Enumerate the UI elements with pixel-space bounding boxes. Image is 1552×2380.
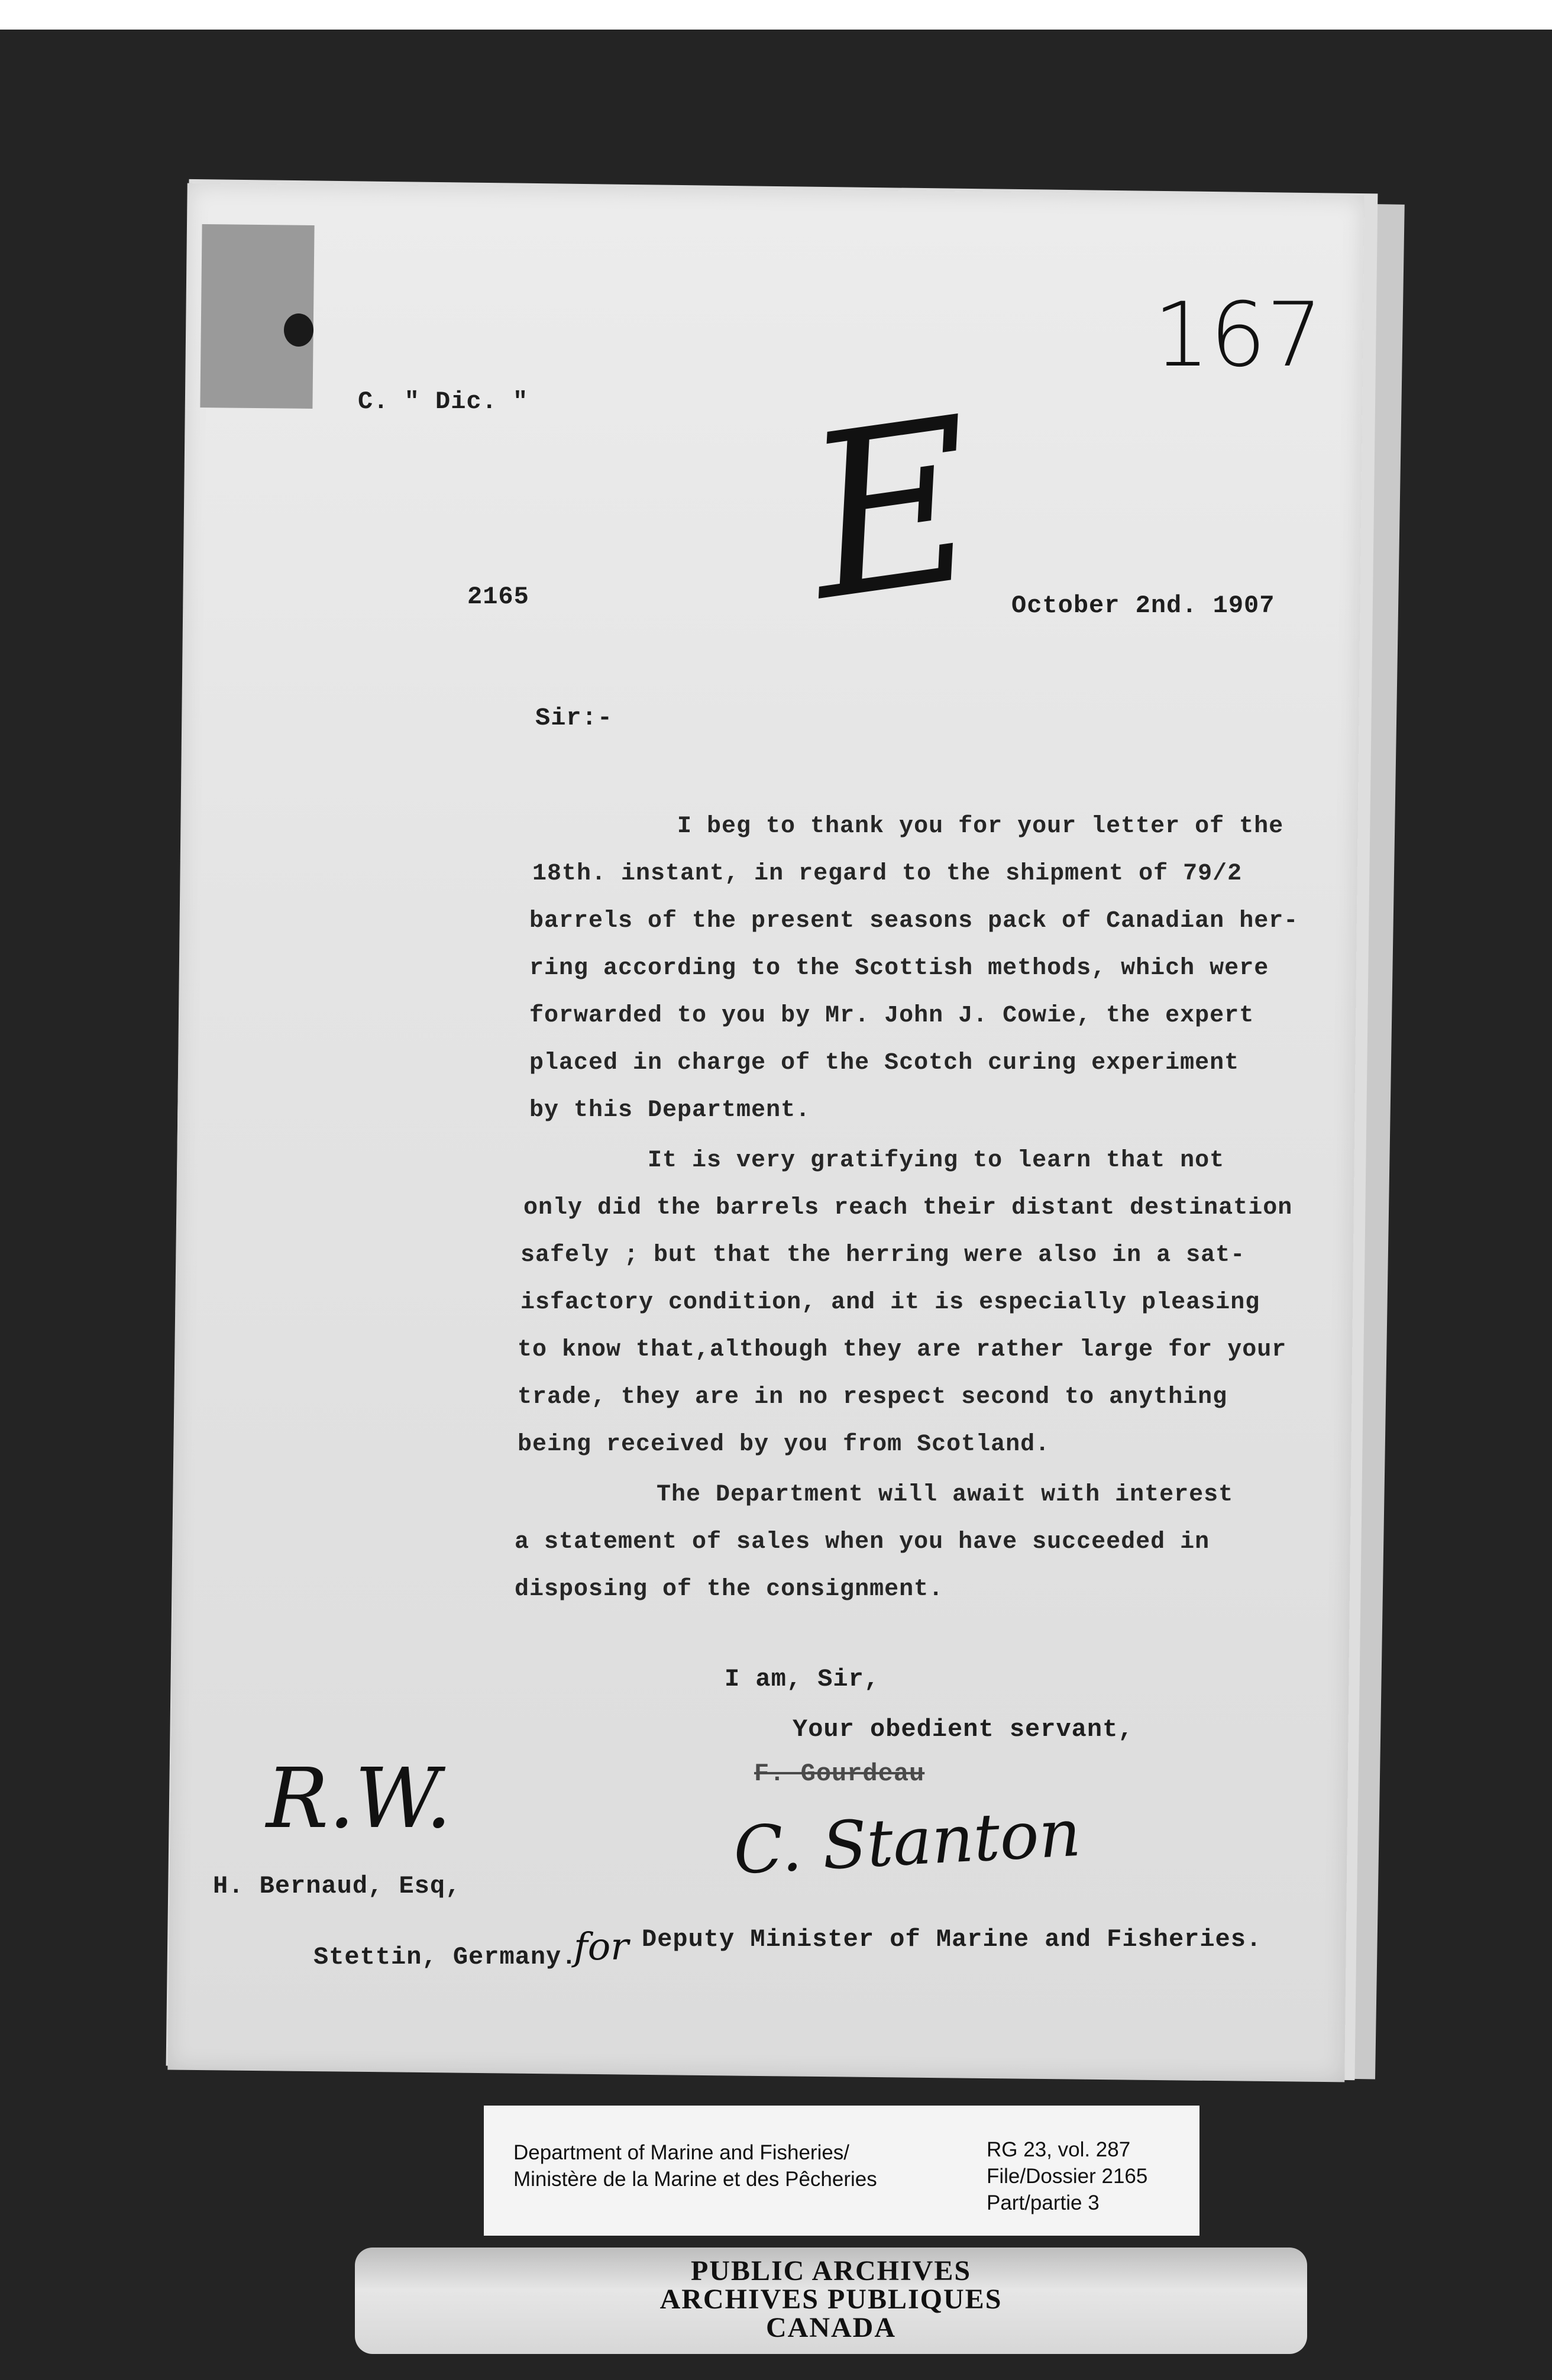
salutation: Sir:-: [535, 704, 613, 732]
stamp-line-2: ARCHIVES PUBLIQUES: [659, 2284, 1003, 2315]
addressee-place: Stettin, Germany.: [313, 1943, 577, 1971]
page-number-handwritten: 167: [1153, 284, 1323, 387]
file-number: 2165: [467, 583, 529, 611]
body-line: isfactory condition, and it is especially pleasing: [520, 1289, 1260, 1316]
body-line: disposing of the consignment.: [515, 1576, 944, 1603]
archive-stamp: [355, 2248, 1307, 2354]
file-number-label: File/Dossier 2165: [987, 2165, 1148, 2188]
body-line: trade, they are in no respect second to anything: [518, 1384, 1228, 1411]
body-line: only did the barrels reach their distant destination: [523, 1195, 1293, 1221]
punch-hole: [284, 313, 313, 347]
body-line: to know that,although they are rather large for your: [518, 1337, 1287, 1363]
file-mark-handwritten: E: [793, 368, 992, 651]
body-line: barrels of the present seasons pack of Canadian her-: [529, 908, 1299, 934]
record-group: RG 23, vol. 287: [987, 2138, 1131, 2161]
stamp-line-3: CANADA: [766, 2312, 896, 2343]
closing-line-2: Your obedient servant,: [793, 1715, 1134, 1744]
body-line: being received by you from Scotland.: [518, 1431, 1050, 1458]
addressee-name: H. Bernaud, Esq,: [213, 1872, 461, 1900]
body-line: a statement of sales when you have succeeded in: [515, 1529, 1210, 1556]
body-line: 18th. instant, in regard to the shipment of 79/2: [532, 861, 1243, 887]
body-line: forwarded to you by Mr. John J. Cowie, the expert: [529, 1003, 1254, 1029]
body-line: placed in charge of the Scotch curing experiment: [529, 1050, 1240, 1076]
struck-out-name: F. Gourdeau: [754, 1760, 925, 1788]
body-line: The Department will await with interest: [657, 1482, 1234, 1508]
archive-label: [484, 2106, 1199, 2236]
signatory-title: Deputy Minister of Marine and Fisheries.: [642, 1925, 1262, 1954]
body-line: I beg to thank you for your letter of the: [677, 813, 1284, 840]
department-en: Department of Marine and Fisheries/: [513, 2141, 850, 2164]
stamp-line-1: PUBLIC ARCHIVES: [690, 2255, 972, 2287]
body-line: ring according to the Scottish methods, which were: [529, 955, 1269, 982]
letter-date: October 2nd. 1907: [1011, 591, 1275, 620]
closing-line-1: I am, Sir,: [725, 1665, 880, 1693]
department-fr: Ministère de la Marine et des Pêcheries: [513, 2168, 877, 2191]
initials-handwritten: R.W.: [266, 1751, 452, 1847]
signature-handwritten: C. Stanton: [732, 1794, 1083, 1889]
part-number: Part/partie 3: [987, 2191, 1100, 2214]
reference-code: C. " Dic. ": [358, 387, 529, 416]
per-mark-handwritten: for: [574, 1925, 629, 1969]
body-line: It is very gratifying to learn that not: [648, 1147, 1225, 1174]
body-line: safely ; but that the herring were also in a sat-: [520, 1242, 1246, 1269]
body-line: by this Department.: [529, 1097, 811, 1124]
